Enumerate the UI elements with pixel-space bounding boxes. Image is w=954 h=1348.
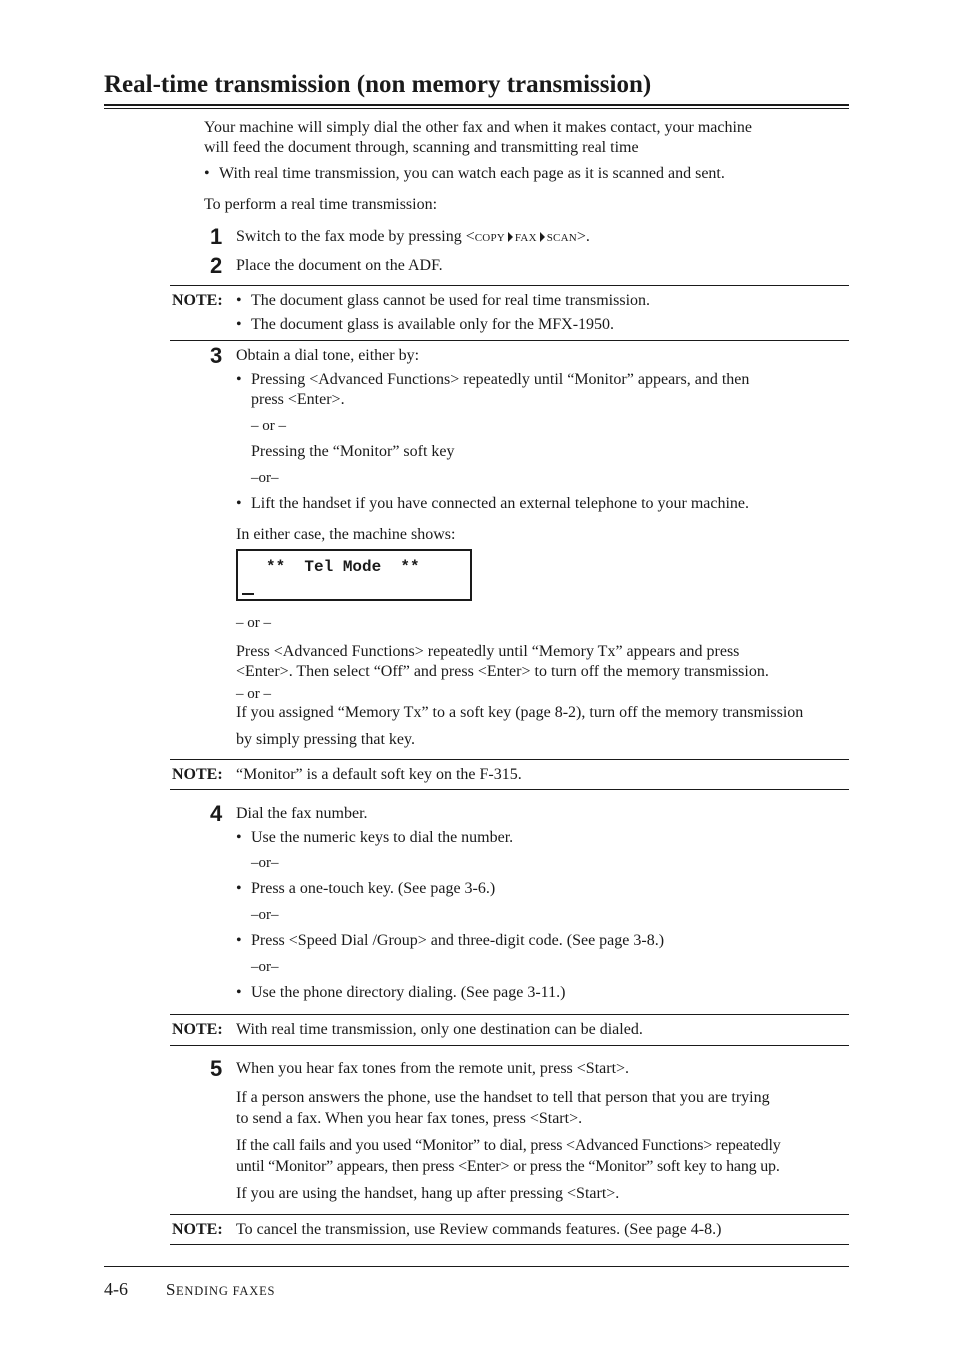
step-4-or-2: –or– <box>251 907 279 923</box>
triangle-right-icon <box>540 232 545 242</box>
step-4-bullet-4: Use the phone directory dialing. (See page 3-11.) <box>251 984 566 1001</box>
step-4-text: Dial the fax number. <box>236 805 368 822</box>
bullet-icon: • <box>236 984 242 1001</box>
step-3-bullet-1-line1: Pressing <Advanced Functions> repeatedly until “Monitor” appears, and then <box>251 371 750 388</box>
step-3-shows: In either case, the machine shows: <box>236 526 456 543</box>
step-3-assign-line1: If you assigned “Memory Tx” to a soft key (page 8-2), turn off the memory transmission <box>236 704 804 721</box>
note-1-label: NOTE: <box>172 292 223 309</box>
title-rule-thick <box>104 104 849 106</box>
note-1-bullet-2: The document glass is available only for the MFX-1950. <box>251 316 615 333</box>
step-number-3: 3 <box>210 343 223 368</box>
step-5-p3: If you are using the handset, hang up after pressing <Start>. <box>236 1185 620 1202</box>
step-5-p2-line2: until “Monitor” appears, then press <Enter> or press the “Monitor” soft key to hang up. <box>236 1158 780 1175</box>
note-1-bottom-rule <box>170 340 849 341</box>
step-number-5: 5 <box>210 1056 223 1081</box>
intro-paragraph-line1: Your machine will simply dial the other fax and when it makes contact, your machine <box>204 119 753 136</box>
step-4-bullet-3: Press <Speed Dial /Group> and three-digit code. (See page 3-8.) <box>251 932 665 949</box>
step-5-p1-line2: to send a fax. When you hear fax tones, press <Start>. <box>236 1110 583 1127</box>
section-name <box>166 1280 275 1301</box>
lcd-display <box>236 549 472 601</box>
step-5-p2-line1: If the call fails and you used “Monitor” to dial, press <Advanced Functions> repeatedly <box>236 1137 781 1154</box>
page-title: Real-time transmission (non memory transmission) <box>104 71 652 98</box>
step-3-bullet-2: Lift the handset if you have connected an external telephone to your machine. <box>251 495 750 512</box>
intro-bullet: With real time transmission, you can watch each page as it is scanned and sent. <box>219 165 725 182</box>
bullet-icon: • <box>236 829 242 846</box>
footer-rule <box>104 1266 849 1267</box>
step-5-p1-line1: If a person answers the phone, use the handset to tell that person that you are trying <box>236 1089 770 1106</box>
note-3-top-rule <box>170 1014 849 1015</box>
bullet-icon: • <box>236 371 242 388</box>
lcd-cursor <box>242 593 254 595</box>
step-4-bullet-2: Press a one-touch key. (See page 3-6.) <box>251 880 496 897</box>
title-rule-thin <box>104 108 849 109</box>
page-number: 4-6 <box>104 1279 128 1299</box>
lcd-line-1: ** Tel Mode ** <box>266 558 420 576</box>
step-1-text-before: Switch to the fax mode by pressing < <box>236 228 475 245</box>
step-3-or-1: – or – <box>251 418 286 434</box>
step-5-text: When you hear fax tones from the remote unit, press <Start>. <box>236 1060 630 1077</box>
intro-paragraph-line2: will feed the document through, scanning and transmitting real time <box>204 139 639 156</box>
note-3-label: NOTE: <box>172 1021 223 1038</box>
note-1-bullet-1: The document glass cannot be used for real time transmission. <box>251 292 651 309</box>
bullet-icon: • <box>236 316 242 333</box>
note-2-text: “Monitor” is a default soft key on the F-315. <box>236 766 522 783</box>
bullet-icon: • <box>236 292 242 309</box>
step-3-press-line1: Press <Advanced Functions> repeatedly until “Memory Tx” appears and press <box>236 643 740 660</box>
note-4-top-rule <box>170 1214 849 1215</box>
section-name-rest: ENDING FAXES <box>175 1284 276 1298</box>
key-fax: FAX <box>514 232 537 244</box>
note-1-top-rule <box>170 285 849 286</box>
step-1-text <box>236 227 590 248</box>
step-3-alt-1: Pressing the “Monitor” soft key <box>251 443 455 460</box>
note-4-text: To cancel the transmission, use Review commands features. (See page 4-8.) <box>236 1221 722 1238</box>
note-4-label: NOTE: <box>172 1221 223 1238</box>
section-name-initial: S <box>166 1280 176 1299</box>
step-number-2: 2 <box>210 253 223 278</box>
step-4-or-1: –or– <box>251 855 279 871</box>
step-4-or-3: –or– <box>251 959 279 975</box>
note-2-top-rule <box>170 759 849 760</box>
bullet-icon: • <box>204 165 210 182</box>
note-3-bottom-rule <box>170 1045 849 1046</box>
step-3-or-4: – or – <box>236 686 271 702</box>
key-copy: COPY <box>474 232 505 244</box>
step-number-4: 4 <box>210 801 223 826</box>
note-2-bottom-rule <box>170 789 849 790</box>
step-1-text-after: >. <box>576 228 590 245</box>
step-3-press-line2: <Enter>. Then select “Off” and press <Enter> to turn off the memory transmission. <box>236 663 769 680</box>
step-3-assign-line2: by simply pressing that key. <box>236 731 415 748</box>
note-3-text: With real time transmission, only one destination can be dialed. <box>236 1021 643 1038</box>
triangle-right-icon <box>508 232 513 242</box>
step-3-or-2: –or– <box>251 470 279 486</box>
note-4-bottom-rule <box>170 1244 849 1245</box>
bullet-icon: • <box>236 880 242 897</box>
step-3-bullet-1-line2: press <Enter>. <box>251 391 345 408</box>
note-2-label: NOTE: <box>172 766 223 783</box>
bullet-icon: • <box>236 495 242 512</box>
key-scan: SCAN <box>546 232 577 244</box>
step-3-text: Obtain a dial tone, either by: <box>236 347 420 364</box>
step-number-1: 1 <box>210 224 223 249</box>
intro-lead-in: To perform a real time transmission: <box>204 196 438 213</box>
step-3-or-3: – or – <box>236 615 271 631</box>
bullet-icon: • <box>236 932 242 949</box>
step-4-bullet-1: Use the numeric keys to dial the number. <box>251 829 514 846</box>
step-2-text: Place the document on the ADF. <box>236 257 443 274</box>
